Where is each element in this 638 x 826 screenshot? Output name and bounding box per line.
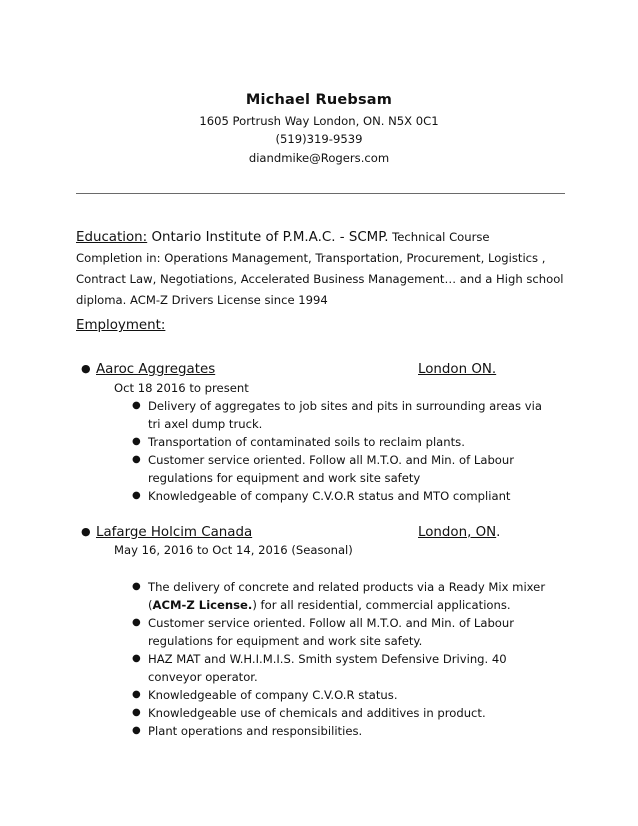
duty-text: regulations for equipment and work site safety — [148, 471, 421, 485]
bullet-icon: ● — [132, 400, 141, 411]
address-line: 1605 Portrush Way London, ON. N5X 0C1 — [199, 114, 439, 128]
duty-text: tri axel dump truck. — [148, 417, 263, 431]
job-heading-aaroc — [81, 362, 526, 377]
job-dates: Oct 18 2016 to present — [114, 381, 249, 395]
header-divider — [76, 193, 565, 194]
job-title: Lafarge Holcim Canada — [96, 525, 253, 540]
bullet-icon: ● — [132, 653, 141, 664]
education-course: Technical Course — [388, 230, 490, 244]
list-item — [130, 451, 570, 487]
education-label: Education: — [76, 230, 148, 245]
license-emphasis: ACM-Z License. — [152, 598, 253, 612]
job-duties-aaroc — [130, 397, 570, 505]
education-line-1 — [76, 227, 576, 248]
bullet-icon: ● — [81, 362, 91, 375]
employment-heading: Employment: — [76, 318, 166, 333]
bullet-icon: ● — [132, 689, 141, 700]
bullet-icon: ● — [132, 725, 141, 736]
bullet-icon: ● — [132, 454, 141, 465]
duty-text: Customer service oriented. Follow all M.T.O. and Min. of Labour — [148, 453, 515, 467]
list-item — [130, 650, 570, 686]
education-section — [76, 227, 576, 311]
applicant-name: Michael Ruebsam — [245, 92, 393, 108]
list-item — [130, 578, 570, 614]
education-line-2: Completion in: Operations Management, Transportation, Procurement, Logistics , — [76, 251, 546, 265]
job-location: London ON. — [418, 362, 497, 377]
job-heading-lafarge — [81, 525, 526, 540]
education-line-3: Contract Law, Negotiations, Accelerated Business Management… and a High school — [76, 272, 564, 286]
duty-text: Knowledgeable use of chemicals and additives in product. — [148, 706, 486, 720]
job-location-period: . — [496, 525, 501, 540]
duty-text: regulations for equipment and work site safety. — [148, 634, 423, 648]
job-dates: May 16, 2016 to Oct 14, 2016 (Seasonal) — [114, 543, 353, 557]
duty-text: conveyor operator. — [148, 670, 258, 684]
list-item — [130, 686, 570, 704]
bullet-icon: ● — [132, 707, 141, 718]
bullet-icon: ● — [132, 490, 141, 501]
bullet-icon: ● — [132, 617, 141, 628]
duty-text: Knowledgeable of company C.V.O.R status. — [148, 688, 398, 702]
duty-text: Delivery of aggregates to job sites and pits in surrounding areas via — [148, 399, 542, 413]
education-institute: Ontario Institute of P.M.A.C. - SCMP. — [147, 230, 389, 245]
duty-text: (ACM-Z License.) for all residential, commercial applications. — [148, 598, 511, 612]
duty-text: Transportation of contaminated soils to reclaim plants. — [148, 435, 465, 449]
bullet-icon: ● — [132, 436, 141, 447]
phone-line: (519)319-9539 — [275, 132, 363, 146]
duty-text: Customer service oriented. Follow all M.T.O. and Min. of Labour — [148, 616, 515, 630]
duty-text: Plant operations and responsibilities. — [148, 724, 363, 738]
job-duties-lafarge — [130, 578, 570, 740]
job-location: London, ON — [418, 525, 497, 540]
education-line-4: diploma. ACM-Z Drivers License since 1994 — [76, 293, 328, 307]
email-line: diandmike@Rogers.com — [248, 151, 390, 165]
bullet-icon: ● — [132, 581, 141, 592]
list-item — [130, 614, 570, 650]
job-title: Aaroc Aggregates — [96, 362, 216, 377]
duty-text: HAZ MAT and W.H.I.M.I.S. Smith system Defensive Driving. 40 — [148, 652, 507, 666]
duty-text: The delivery of concrete and related products via a Ready Mix mixer — [148, 580, 546, 594]
list-item — [130, 487, 570, 505]
list-item — [130, 433, 570, 451]
bullet-icon: ● — [81, 525, 91, 538]
list-item — [130, 397, 570, 433]
list-item — [130, 704, 570, 722]
duty-text: Knowledgeable of company C.V.O.R status and MTO compliant — [148, 489, 511, 503]
list-item — [130, 722, 570, 740]
